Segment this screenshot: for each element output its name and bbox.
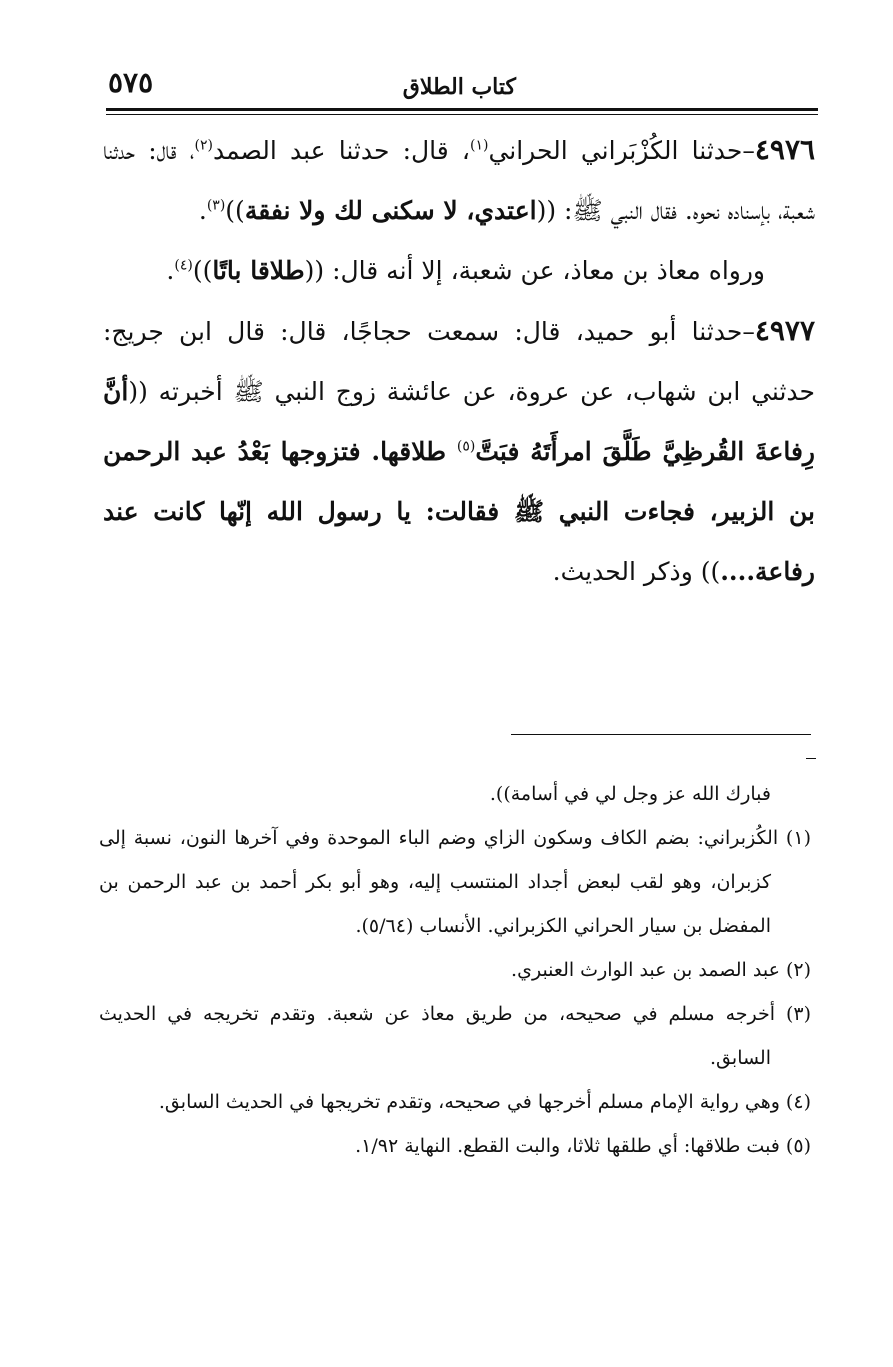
footnotes [99,772,811,1168]
footnote-ref: (٣) [206,197,226,214]
hadith-text: )) وذكر الحديث. [552,557,721,586]
hadith-text: –حدثنا أبو حميد، قال: سمعت حجاجًا، قال: قال ابن جريج: حدثني ابن شهاب، عن عروة، عن عائشة زوج النبي ﷺ أخبرته (( [103,317,815,406]
prophetic-quote: طلاقا باتًا [212,256,305,285]
footnote-ref: (٤) [174,257,193,274]
footnote-5: (٥) فبت طلاقها: أي طلقها ثلاثا، والبت القطع. النهاية ١/٩٢. [355,1135,811,1157]
footnote-ref: (١) [469,137,489,154]
hadith-quote: طلاقها. فتزوجها بَعْدُ عبد الرحمن بن الزبير، فجاءت النبي ﷺ فقالت: يا رسول الله إنّها كانت عند رفاعة.... [103,437,815,586]
narration-text: . [166,256,175,285]
page-header [108,68,816,104]
narration-muadh [103,241,815,301]
footnote-4: (٤) وهي رواية الإمام مسلم أخرجها في صحيحه، وتقدم تخريجها في الحديث السابق. [158,1091,811,1113]
footnote-ref: (٢) [194,137,213,154]
hadith-text: . [198,196,207,225]
hadith-number: ٤٩٧٧ [754,314,815,347]
hadith-text: ، قال: حدثنا عبد الصمد [212,136,470,165]
footnote-2: (٢) عبد الصمد بن عبد الوارث العنبري. [511,959,811,981]
hadith-text: –حدثنا الكُزْبَراني الحراني [488,136,755,165]
footnote-3: (٣) أخرجه مسلم في صحيحه، من طريق معاذ عن شعبة. وتقدم تخريجه في الحديث السابق. [99,1003,811,1069]
footnote-continuation: فبارك الله عز وجل لي في أسامة)). [489,783,771,805]
chapter-title: كتاب الطلاق [402,74,516,100]
footnote-1: (١) الكُزبراني: بضم الكاف وسكون الزاي وضم الباء الموحدة وفي آخرها النون، نسبة إلى كزبران، وهو لقب لبعض أجداد المنتسب إليه، وهو أبو بكر أحمد بن عبد الرحمن بن المفضل بن سيار الحراني الكزبراني. الأنساب (٥/٦٤). [99,827,811,937]
hadith-4976 [103,120,815,241]
header-rule [106,108,818,111]
hadith-4977 [103,301,815,602]
footnote-separator [511,734,811,735]
prophetic-quote: اعتدي، لا سكنى لك ولا نفقة [244,196,537,225]
hadith-quote: أنَّ رِفاعةَ القُرظِيَّ طَلَّقَ امرأَتَهُ فبَتَّ [103,377,815,466]
hadith-number: ٤٩٧٦ [754,133,816,166]
page-number: ٥٧٥ [108,66,154,99]
footnote-ref: (٥) [456,438,476,455]
header-rule-secondary [106,114,818,115]
hadith-text: ، قال: حدثنا شعبة، بإسناده نحوه. فقال النبي ﷺ: (( [103,136,815,225]
hadith-text: )) [225,196,245,225]
narration-text: ورواه معاذ بن معاذ، عن شعبة، إلا أنه قال: (( [304,256,765,285]
narration-text: )) [192,256,213,285]
continuation-mark [806,758,816,759]
main-text [103,120,815,602]
